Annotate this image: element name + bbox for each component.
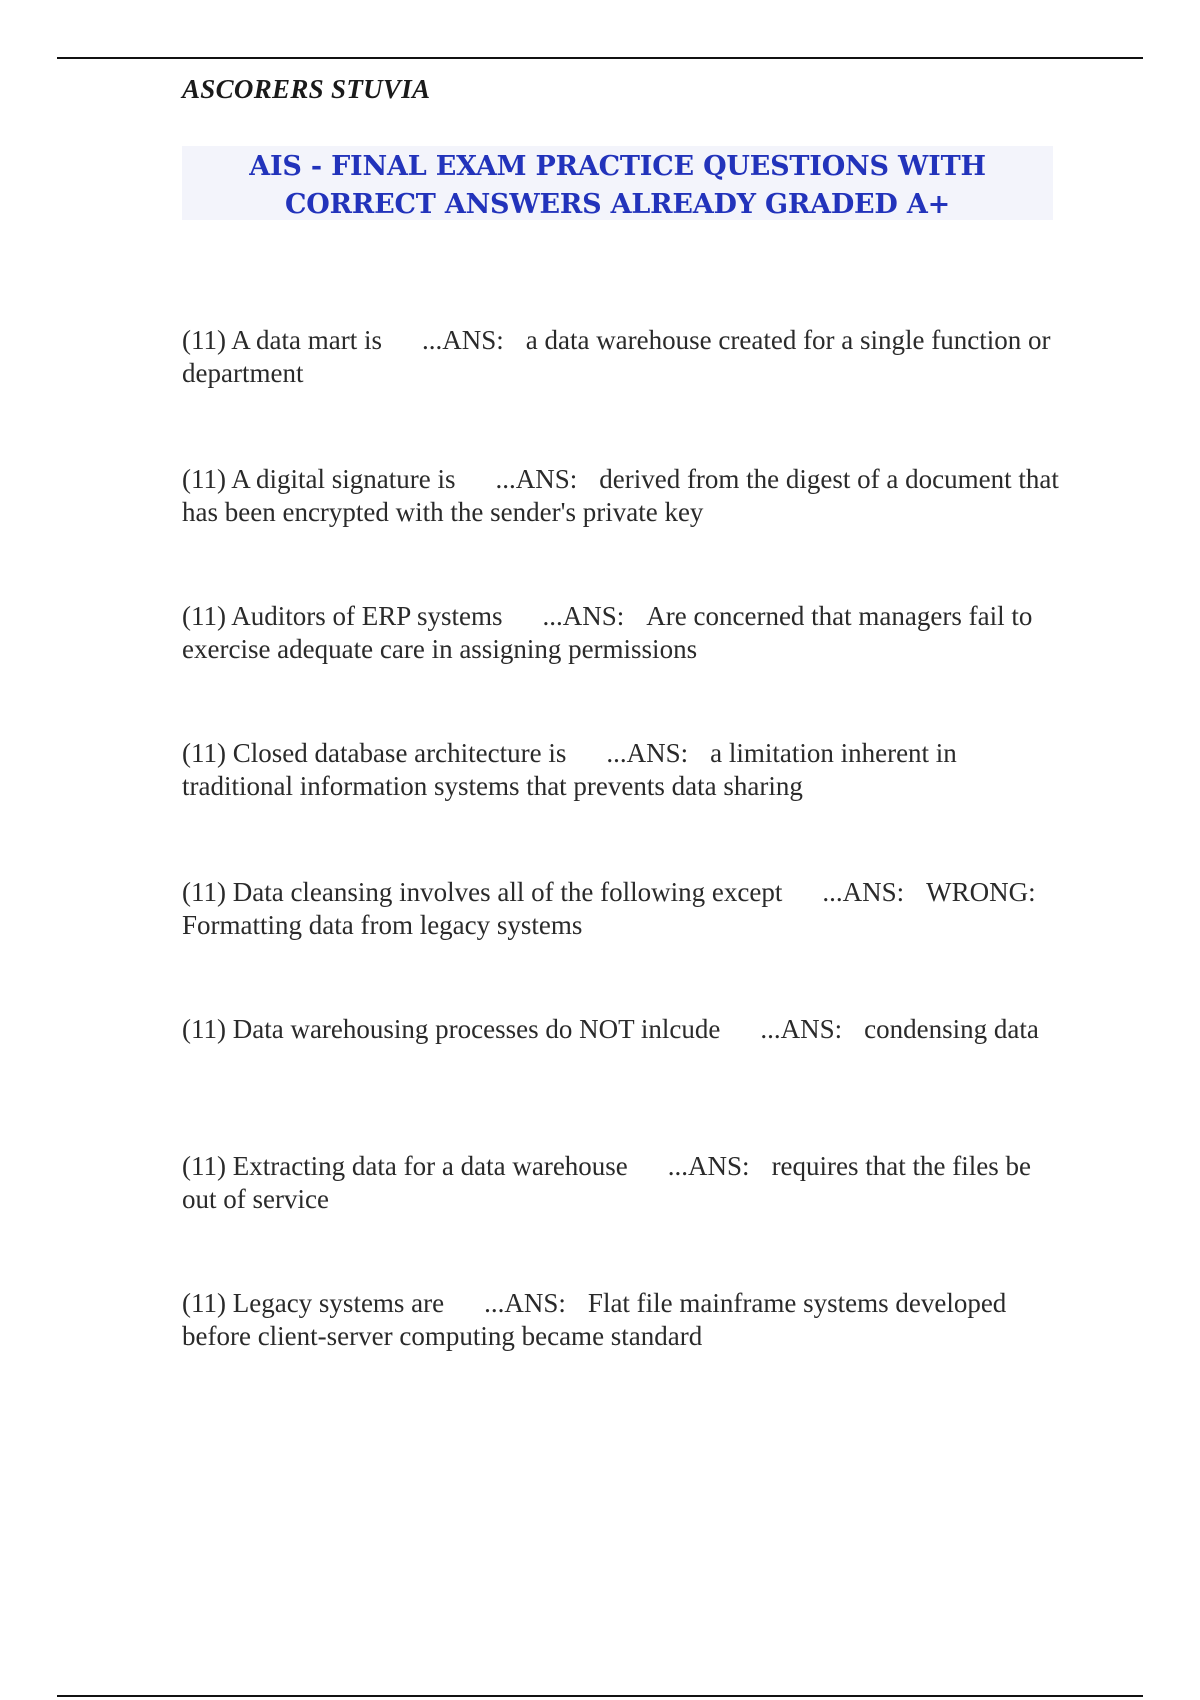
ans-marker: ...ANS: [421, 325, 504, 355]
qa-item [182, 600, 1062, 666]
answer-text: requires that the files be out of service [182, 1151, 1031, 1214]
answer-text: Are concerned that managers fail to exercise adequate care in assigning permissions [182, 601, 1033, 664]
answer-text: a limitation inherent in traditional information systems that prevents data sharing [182, 738, 957, 801]
ans-marker: ...ANS: [760, 1014, 843, 1044]
answer-text: Flat file mainframe systems developed before client-server computing became standard [182, 1288, 1007, 1351]
qa-item [182, 1013, 1062, 1046]
title-box [182, 146, 1053, 220]
question-text: (11) A data mart is [182, 325, 382, 355]
ans-marker: ...ANS: [606, 738, 689, 768]
bottom-rule [57, 1695, 1143, 1697]
ans-marker: ...ANS: [822, 877, 905, 907]
question-text: (11) Auditors of ERP systems [182, 601, 503, 631]
ans-marker: ...ANS: [495, 464, 578, 494]
qa-item [182, 737, 1062, 803]
question-text: (11) Data warehousing processes do NOT inlcude [182, 1014, 721, 1044]
top-rule [57, 57, 1143, 59]
ans-marker: ...ANS: [542, 601, 625, 631]
question-text: (11) A digital signature is [182, 464, 456, 494]
header-label: ASCORERS STUVIA [182, 74, 431, 104]
question-text: (11) Extracting data for a data warehouse [182, 1151, 628, 1181]
question-text: (11) Data cleansing involves all of the following except [182, 877, 783, 907]
qa-item [182, 876, 1062, 942]
qa-item [182, 1287, 1062, 1353]
answer-text: a data warehouse created for a single function or department [182, 325, 1051, 388]
answer-text: condensing data [864, 1014, 1039, 1044]
answer-text: WRONG: Formatting data from legacy systems [182, 877, 1036, 940]
qa-item [182, 1150, 1062, 1216]
document-title: AIS - FINAL EXAM PRACTICE QUESTIONS WITH CORRECT ANSWERS ALREADY GRADED A+ [249, 151, 986, 220]
question-text: (11) Closed database architecture is [182, 738, 567, 768]
answer-text: derived from the digest of a document that has been encrypted with the sender's private key [182, 464, 1059, 527]
question-text: (11) Legacy systems are [182, 1288, 445, 1318]
qa-item [182, 324, 1062, 390]
qa-item [182, 463, 1062, 529]
ans-marker: ...ANS: [667, 1151, 750, 1181]
ans-marker: ...ANS: [484, 1288, 566, 1318]
